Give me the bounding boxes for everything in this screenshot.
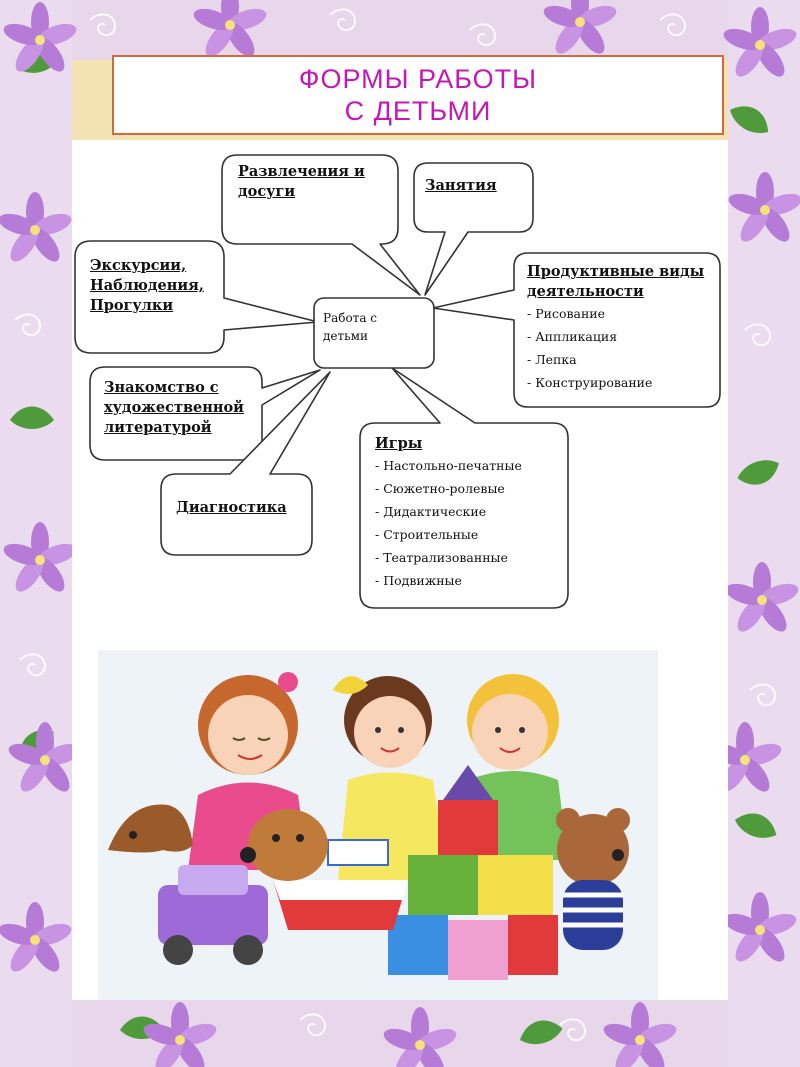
leisure-line1: Развлечения и xyxy=(238,163,365,180)
lessons-node xyxy=(425,176,497,196)
literature-line3: литературой xyxy=(104,419,212,436)
excursions-line2: Наблюдения, xyxy=(90,277,204,294)
excursions-line1: Экскурсии, xyxy=(90,257,187,274)
games-item: - Строительные xyxy=(375,527,479,542)
diagnostics-node xyxy=(176,498,287,518)
productive-item: - Аппликация xyxy=(527,329,618,344)
games-item: - Настольно-печатные xyxy=(375,458,522,473)
center-line1: Работа с xyxy=(323,311,378,325)
games-line1: Игры xyxy=(375,435,423,452)
children-playing-illustration xyxy=(98,650,658,1000)
literature-line1: Знакомство с xyxy=(104,379,219,396)
productive-item: - Рисование xyxy=(527,306,606,321)
excursions-node xyxy=(90,256,204,316)
productive-line2: деятельности xyxy=(527,283,644,300)
center-line2: детьми xyxy=(323,329,368,343)
productive-node xyxy=(527,262,704,394)
literature-line2: художественной xyxy=(104,399,244,416)
diagnostics-line1: Диагностика xyxy=(176,499,287,516)
games-item: - Театрализованные xyxy=(375,550,508,565)
leisure-line2: досуги xyxy=(238,183,296,200)
productive-item: - Конструирование xyxy=(527,375,653,390)
games-item: - Дидактические xyxy=(375,504,487,519)
excursions-line3: Прогулки xyxy=(90,297,174,314)
games-node xyxy=(375,434,522,592)
leisure-node xyxy=(238,162,365,202)
lessons-line1: Занятия xyxy=(425,177,497,194)
page-title-line2: С ДЕТЬМИ xyxy=(344,96,492,126)
games-item: - Сюжетно-ролевые xyxy=(375,481,505,496)
productive-line1: Продуктивные виды xyxy=(527,263,705,280)
center-node-label xyxy=(323,309,377,345)
literature-node xyxy=(104,378,244,438)
games-item: - Подвижные xyxy=(375,573,462,588)
page-title-line1: ФОРМЫ РАБОТЫ xyxy=(298,64,538,94)
productive-item: - Лепка xyxy=(527,352,577,367)
